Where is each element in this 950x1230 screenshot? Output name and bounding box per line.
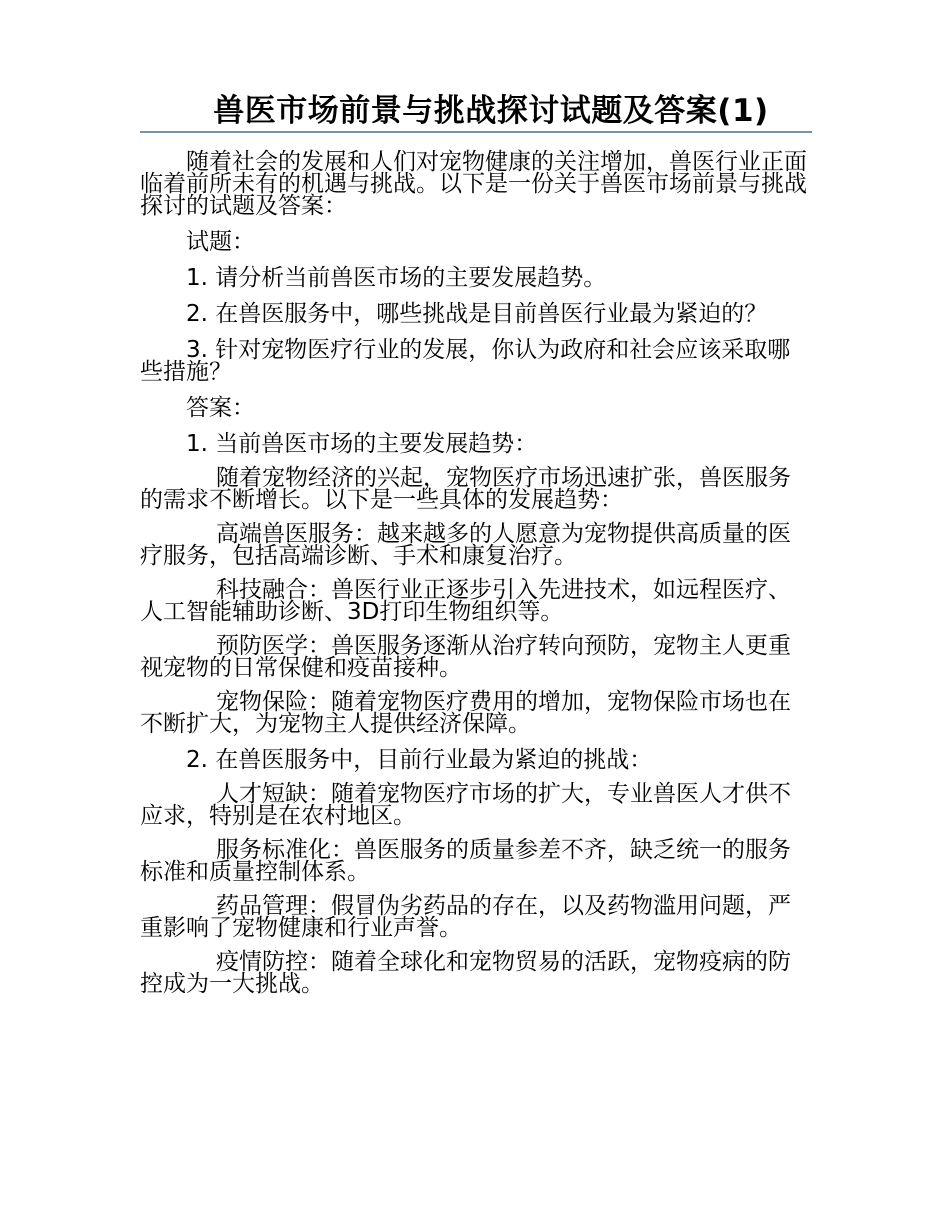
question-2: 2. 在兽医服务中，哪些挑战是目前兽医行业最为紧迫的？ <box>186 301 768 327</box>
question-3: 3. 针对宠物医疗行业的发展，你认为政府和社会应该采取哪些措施？ <box>140 337 791 385</box>
intro-paragraph: 随着社会的发展和人们对宠物健康的关注增加，兽医行业正面临着前所未有的机遇与挑战。以下是一份关于兽医市场前景与挑战探讨的试题及答案： <box>140 149 807 219</box>
answer-2-point-3: 药品管理：假冒伪劣药品的存在，以及药物滥用问题，严重影响了宠物健康和行业声誉。 <box>140 893 791 941</box>
answer-1-point-3: 预防医学：兽医服务逐渐从治疗转向预防，宠物主人更重视宠物的日常保健和疫苗接种。 <box>140 633 791 681</box>
answer-2-point-2: 服务标准化：兽医服务的质量参差不齐，缺乏统一的服务标准和质量控制体系。 <box>140 837 791 885</box>
answers-label: 答案： <box>186 395 255 421</box>
answer-2-point-4: 疫情防控：随着全球化和宠物贸易的活跃，宠物疫病的防控成为一大挑战。 <box>140 949 791 997</box>
answer-1-heading: 1. 当前兽医市场的主要发展趋势： <box>186 431 538 457</box>
answer-2-heading: 2. 在兽医服务中，目前行业最为紧迫的挑战： <box>186 747 653 773</box>
document-page <box>140 95 812 995</box>
question-1: 1. 请分析当前兽医市场的主要发展趋势。 <box>186 265 607 291</box>
answer-1-point-2: 科技融合：兽医行业正逐步引入先进技术，如远程医疗、人工智能辅助诊断、3D打印生物组织等。 <box>140 577 791 625</box>
answer-1-point-1: 高端兽医服务：越来越多的人愿意为宠物提供高质量的医疗服务，包括高端诊断、手术和康复治疗。 <box>140 521 791 569</box>
title-divider <box>140 131 812 133</box>
document-body <box>140 151 812 995</box>
questions-label: 试题： <box>186 229 255 255</box>
document-title: 兽医市场前景与挑战探讨试题及答案(1) <box>213 93 769 129</box>
answer-2-point-1: 人才短缺：随着宠物医疗市场的扩大，专业兽医人才供不应求，特别是在农村地区。 <box>140 781 791 829</box>
answer-1-intro: 随着宠物经济的兴起，宠物医疗市场迅速扩张，兽医服务的需求不断增长。以下是一些具体的发展趋势： <box>140 465 791 513</box>
answer-1-point-4: 宠物保险：随着宠物医疗费用的增加，宠物保险市场也在不断扩大，为宠物主人提供经济保障。 <box>140 689 791 737</box>
